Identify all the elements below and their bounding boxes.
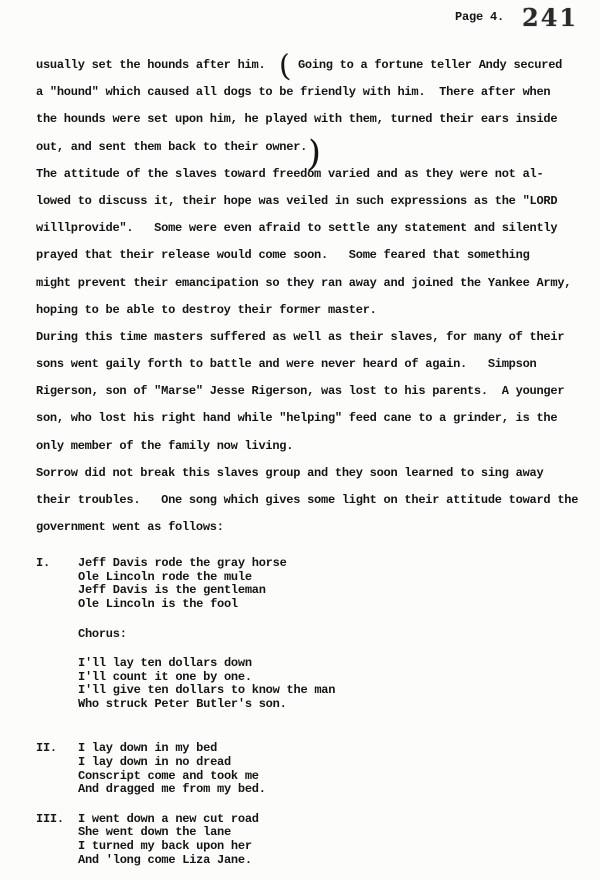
prose-text: out, and sent them back to their owner.: [36, 139, 308, 154]
prose-line: only member of the family now living.: [36, 438, 294, 453]
prose-line: their troubles. One song which gives some light on their attitude toward the: [36, 493, 579, 507]
verse-line: And dragged me from my bed.: [78, 782, 266, 797]
verse-line: Conscript come and took me: [78, 768, 259, 783]
handwritten-open-paren: (: [278, 48, 293, 85]
verse-1: [36, 557, 556, 611]
chorus-block: [36, 657, 556, 711]
verse-line: She went down the lane: [78, 825, 231, 840]
chorus-line: I'll count it one by one.: [78, 669, 252, 684]
prose-line: sons went gaily forth to battle and were never heard of again. Simpson: [36, 357, 537, 372]
verse-line: Ole Lincoln is the fool: [78, 596, 238, 611]
prose-line: hoping to be able to destroy their former master.: [36, 302, 377, 317]
verse-line: I lay down in no dread: [78, 754, 231, 769]
prose-line: The attitude of the slaves toward freedom varied and as they were not al-: [36, 166, 544, 181]
prose-line: prayed that their release would come soon. Some feared that something: [36, 248, 530, 263]
verse-3: [36, 813, 556, 867]
verse-line: Jeff Davis is the gentleman: [78, 583, 266, 598]
prose-line: might prevent their emancipation so they ran away and joined the Yankee Army,: [36, 275, 572, 290]
stamp-number: 241: [522, 3, 579, 32]
verse-body: [78, 742, 556, 796]
verse-body: [78, 813, 556, 867]
verse-2: [36, 742, 556, 796]
chorus-line: I'll lay ten dollars down: [78, 655, 252, 670]
verse-line: I turned my back upon her: [78, 838, 252, 853]
verse-body: [78, 557, 556, 611]
verse-numeral: I.: [36, 556, 50, 570]
chorus-line: Who struck Peter Butler's son.: [78, 696, 287, 711]
verse-line: I lay down in my bed: [78, 741, 218, 756]
song-section: [36, 557, 556, 867]
verse-numeral: III.: [36, 811, 64, 826]
chorus-label: Chorus:: [78, 627, 127, 642]
prose-text: usually set the hounds after him.: [36, 58, 280, 72]
verse-line: Ole Lincoln rode the mule: [78, 569, 252, 584]
prose-line: Rigerson, son of "Marse" Jesse Rigerson, was lost to his parents. A younger: [36, 384, 565, 399]
page-header: [0, 0, 600, 40]
handwritten-close-paren: ): [305, 133, 323, 176]
prose-line: a "hound" which caused all dogs to be friendly with him. There after when: [36, 85, 551, 100]
prose-text: Going to a fortune teller Andy secured: [291, 58, 563, 72]
prose-line: the hounds were set upon him, he played with them, turned their ears inside: [36, 112, 558, 127]
page-number-label: Page 4.: [455, 10, 505, 24]
prose-line: son, who lost his right hand while "helping" feed cane to a grinder, is the: [36, 411, 558, 426]
verse-numeral: II.: [36, 741, 57, 756]
prose-line: Sorrow did not break this slaves group and they soon learned to sing away: [36, 465, 544, 480]
prose-line: government went as follows:: [36, 520, 224, 535]
prose-line: lowed to discuss it, their hope was veiled in such expressions as the "LORD: [36, 193, 558, 208]
verse-line: I went down a new cut road: [78, 811, 259, 826]
chorus-line: I'll give ten dollars to know the man: [78, 683, 336, 698]
prose-block: [36, 48, 584, 541]
prose-line: willlprovide". Some were even afraid to settle any statement and silently: [36, 221, 558, 236]
verse-line: And 'long come Liza Jane.: [78, 852, 252, 867]
prose-line: During this time masters suffered as well as their slaves, for many of their: [36, 329, 565, 344]
prose-line: [36, 48, 584, 85]
verse-line: Jeff Davis rode the gray horse: [78, 556, 287, 570]
